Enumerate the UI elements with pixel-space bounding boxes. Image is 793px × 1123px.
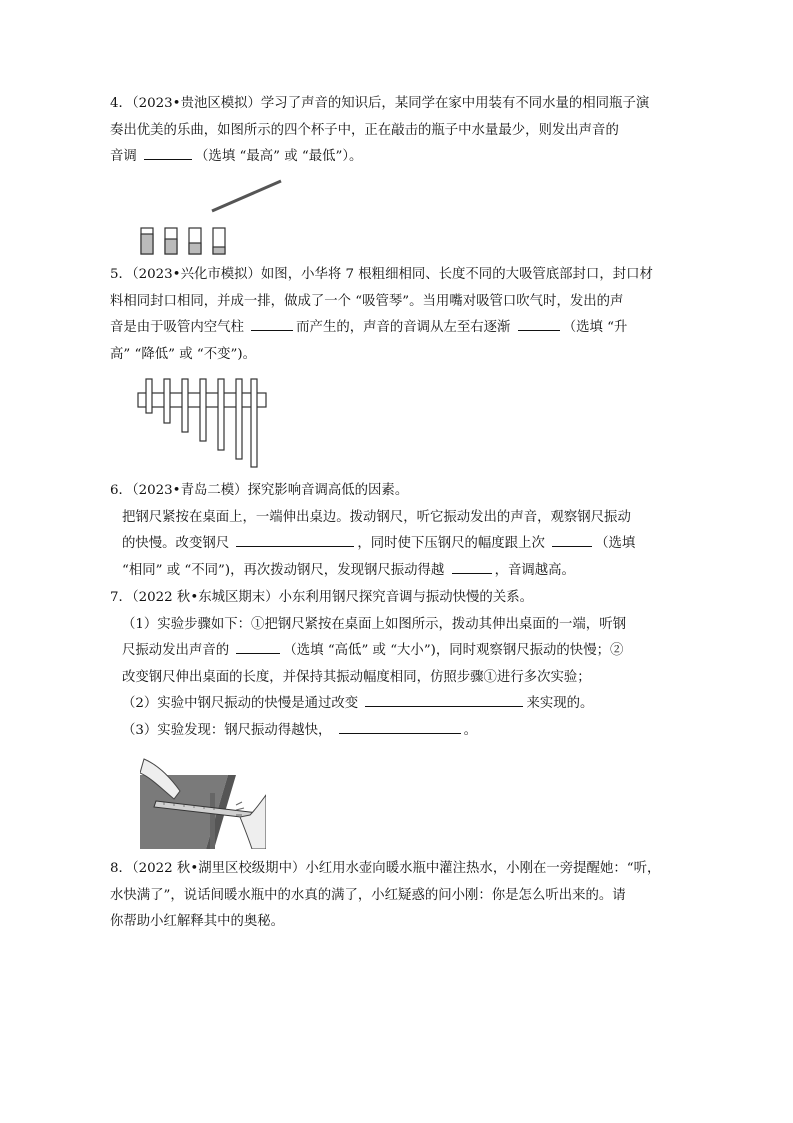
striking-stick [212, 181, 281, 211]
straw-1 [146, 379, 152, 413]
table-leg [210, 793, 215, 849]
q7-blank-2[interactable] [365, 691, 523, 707]
q5-blank-1[interactable] [251, 315, 293, 331]
straw-4 [200, 379, 206, 441]
q7-step3: （3）实验发现：钢尺振动得越快， 。 [110, 718, 690, 745]
q6-blank-2[interactable] [552, 531, 592, 547]
q4-blank-1[interactable] [144, 144, 192, 160]
cup-4 [213, 228, 225, 254]
q6-line-4: “相同” 或 “不同”)，再次拨动钢尺，发现钢尺振动得越 ，音调越高。 [110, 558, 690, 585]
q4-line-2: 奏出优美的乐曲，如图所示的四个杯子中，正在敲击的瓶子中水量最少，则发出声音的 [110, 122, 619, 138]
cup-2 [165, 228, 177, 254]
q5-line-1: 5．（2023•兴化市模拟）如图，小华将 7 根粗细相同、长度不同的大吸管底部封口，封口材 [110, 267, 653, 282]
q7-blank-3[interactable] [339, 718, 461, 734]
q6-line-2: 把钢尺紧按在桌面上，一端伸出桌边。拨动钢尺，听它振动发出的声音，观察钢尺振动 [122, 509, 631, 525]
q6-title: 6．（2023•青岛二模）探究影响音调高低的因素。 [110, 483, 409, 498]
question-5 [110, 262, 690, 368]
q5-line-3: 音是由于吸管内空气柱 而产生的，声音的音调从左至右逐渐 （选填 “升 [110, 315, 690, 342]
straw-6 [236, 379, 242, 459]
ruler-experiment-figure [140, 755, 266, 849]
q7-step1-line2: 尺振动发出声音的 （选填 “高低” 或 “大小”)，同时观察钢尺振动的快慢；② [110, 638, 690, 665]
q7-step1-line3: 改变钢尺伸出桌面的长度，并保持其振动幅度相同，仿照步骤①进行多次实验； [122, 669, 591, 685]
q4-line-3: 音调 （选填 “最高” 或 “最低”）。 [110, 144, 690, 171]
question-6 [110, 478, 690, 584]
q5-blank-2[interactable] [518, 315, 560, 331]
q8-line-2: 水快满了”，说话间暖水瓶中的水真的满了，小红疑惑的问小刚：你是怎么听出来的。请 [110, 887, 626, 903]
straw-5 [218, 379, 224, 450]
question-4 [110, 91, 690, 171]
question-8 [110, 856, 690, 936]
q6-blank-1[interactable] [236, 531, 354, 547]
straw-7 [251, 379, 257, 467]
q7-step1-line1: （1）实验步骤如下：①把钢尺紧按在桌面上如图所示，拨动其伸出桌面的一端，听钢 [122, 616, 626, 632]
q7-blank-1[interactable] [236, 638, 280, 654]
straw-3 [182, 379, 188, 432]
question-7 [110, 585, 690, 744]
q6-line-3: 的快慢。改变钢尺 ，同时使下压钢尺的幅度跟上次 （选填 [110, 531, 690, 558]
straw-pipes-figure [135, 376, 275, 468]
q8-line-1: 8．（2022 秋•湖里区校级期中）小红用水壶向暖水瓶中灌注热水，小刚在一旁提醒她：“听， [110, 861, 661, 876]
q4-line-1: 4．（2023•贵池区模拟）学习了声音的知识后，某同学在家中用装有不同水量的相同瓶子演 [110, 96, 650, 111]
q5-line-4: 高” “降低” 或 “不变”)。 [110, 346, 256, 362]
cup-1 [141, 228, 153, 254]
straw-2 [164, 379, 170, 423]
q6-blank-3[interactable] [452, 558, 492, 574]
q7-title: 7．（2022 秋•东城区期末）小东利用钢尺探究音调与振动快慢的关系。 [110, 590, 533, 605]
q5-line-2: 料相同封口相同，并成一排，做成了一个 “吸管琴”。当用嘴对吸管口吹气时，发出的声 [110, 293, 624, 309]
q7-step2: （2）实验中钢尺振动的快慢是通过改变 来实现的。 [110, 691, 690, 718]
cups-figure [135, 176, 295, 256]
q8-line-3: 你帮助小红解释其中的奥秘。 [110, 914, 285, 929]
cup-3 [189, 228, 201, 254]
